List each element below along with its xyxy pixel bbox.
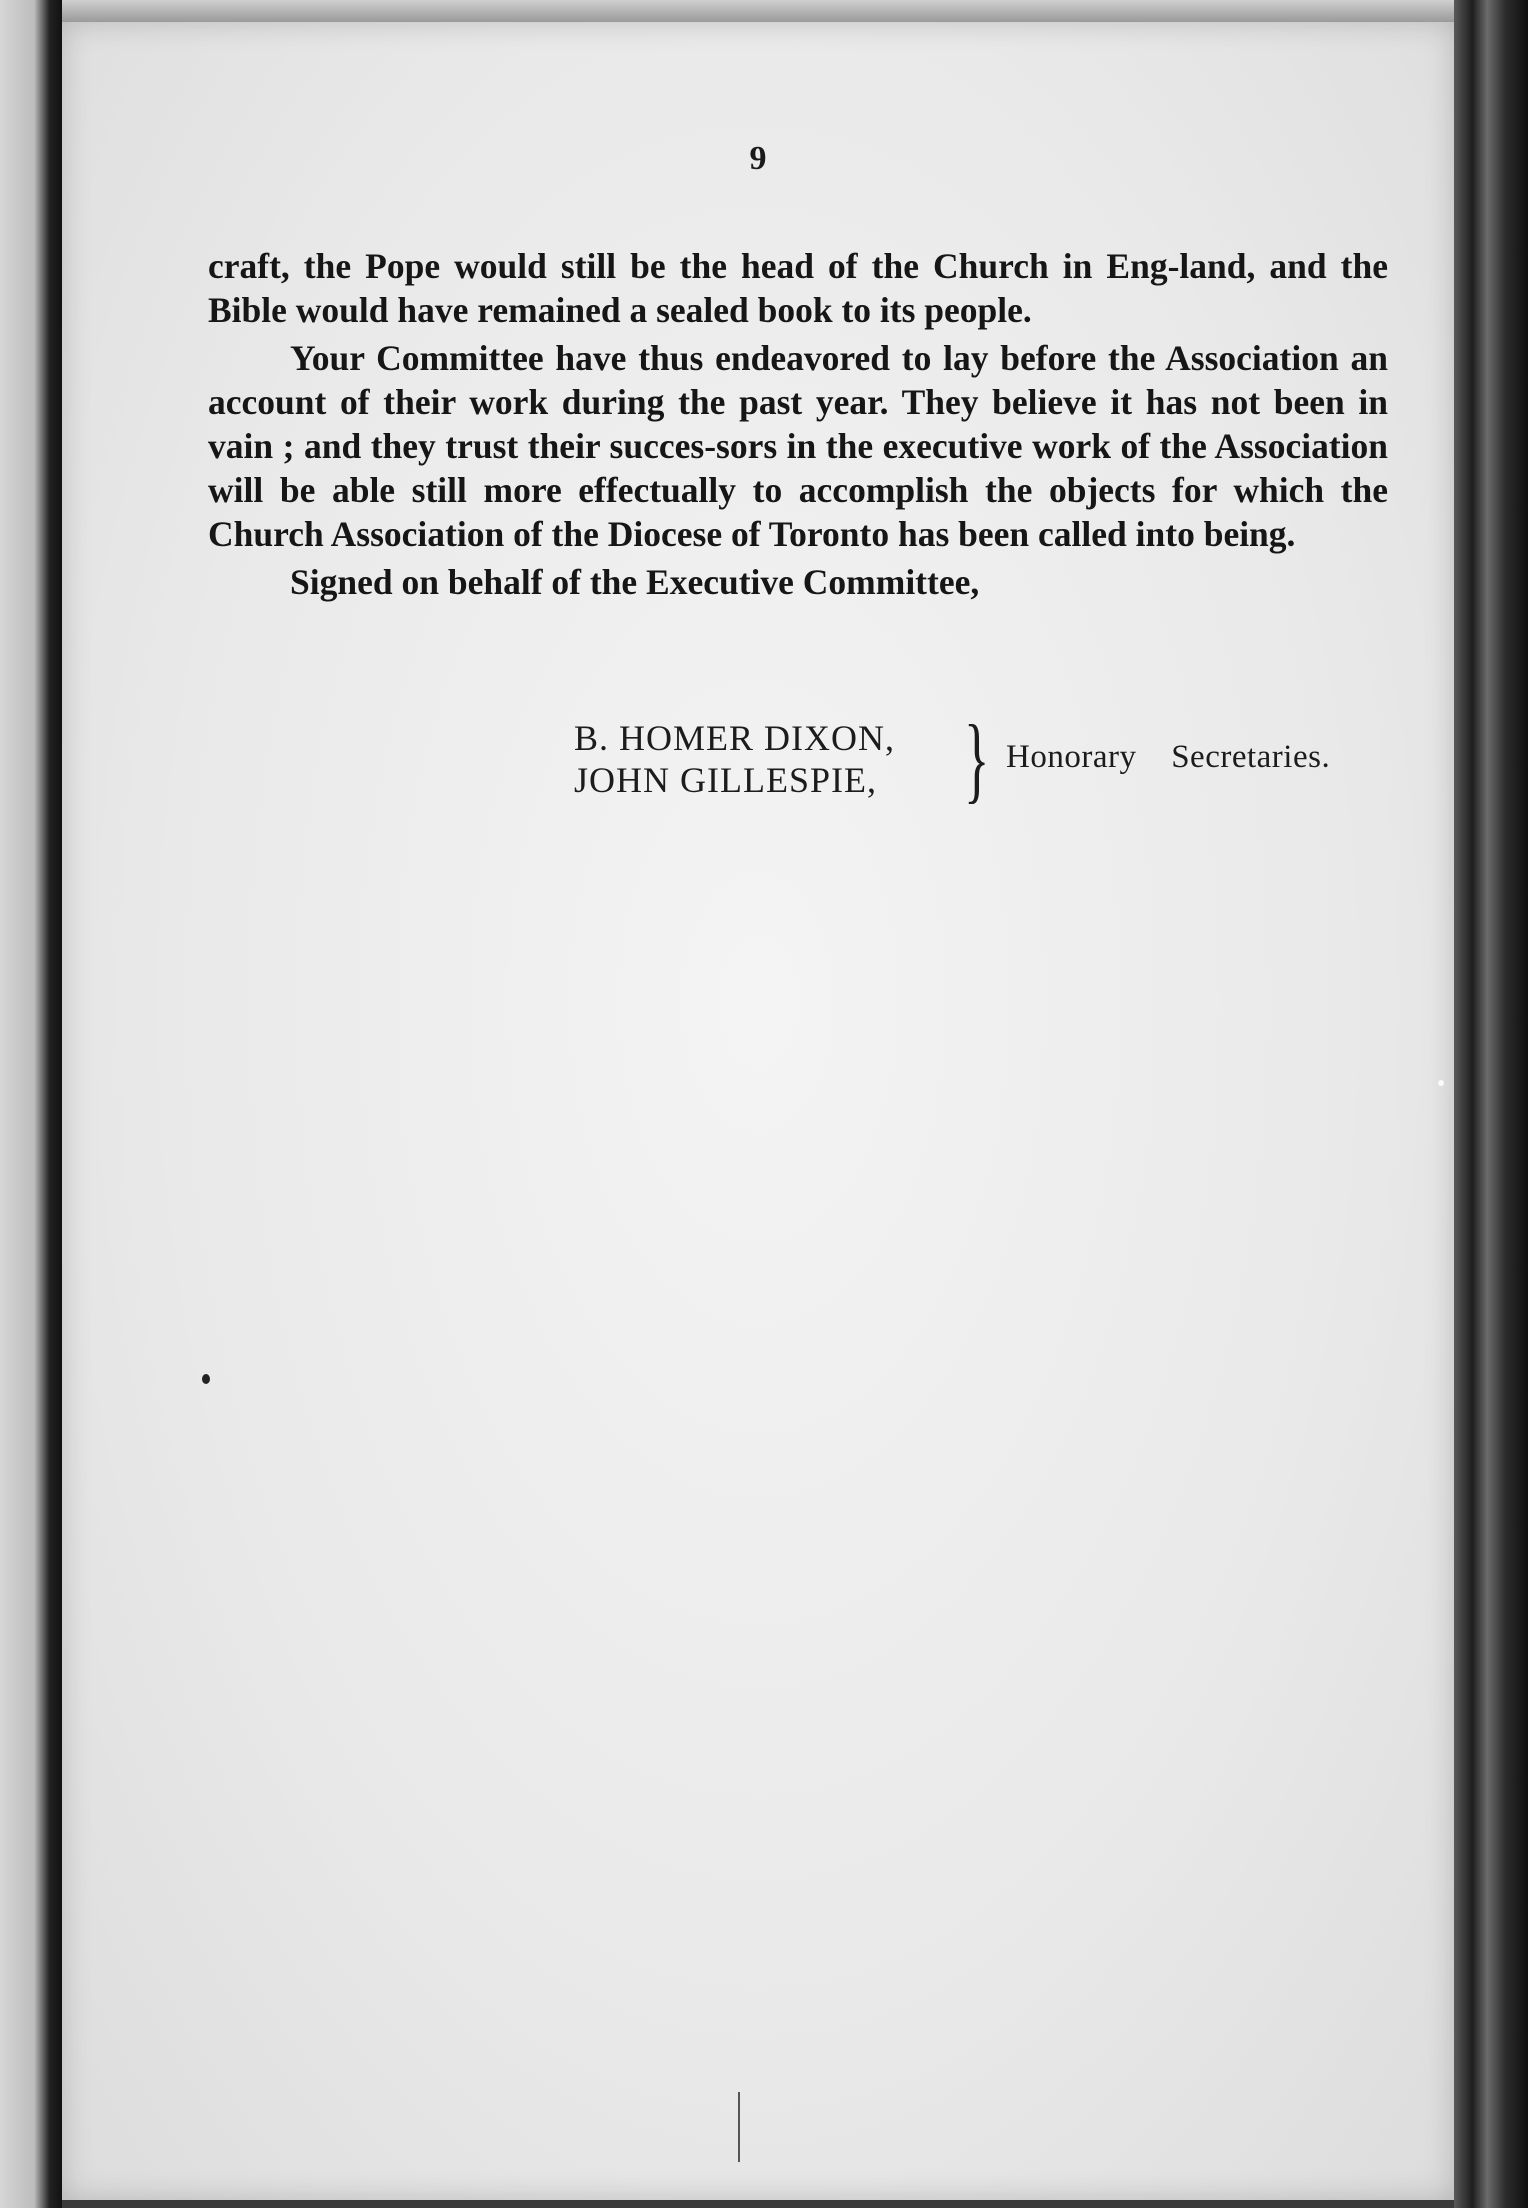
signatory-role: Honorary Secretaries.	[1006, 739, 1331, 775]
signatory-name-gillespie: JOHN GILLESPIE,	[574, 760, 877, 800]
page-body	[208, 244, 1388, 604]
book-page	[62, 22, 1454, 2200]
curly-brace-icon: }	[964, 705, 990, 812]
signed-on-behalf-line: Signed on behalf of the Executive Committee,	[290, 562, 980, 602]
book-binding-edge	[1454, 0, 1528, 2208]
ink-speck	[202, 1374, 210, 1384]
ink-speck	[1438, 1080, 1444, 1086]
paragraph-continuation: craft, the Pope would still be the head of the Church in Eng-land, and the Bible would have remained a sealed book to its people.	[208, 246, 1388, 330]
paragraph-committee-report: Your Committee have thus endeavored to lay before the Association an account of their work during the past year. They believe it has not been in vain ; and they trust their succes-sors in the executive work of the Association will be able still more effectually to accomplish the objects for which the Church Association of the Diocese of Toronto has been called into being.	[208, 338, 1388, 554]
page-number: 9	[749, 140, 767, 177]
scan-top-edge	[0, 0, 1528, 22]
paper-crease	[738, 2092, 740, 2162]
previous-page-edge	[0, 0, 62, 2208]
signatory-name-dixon: B. HOMER DIXON,	[574, 718, 895, 758]
signatory-names	[574, 717, 895, 801]
signature-block	[574, 705, 1394, 817]
